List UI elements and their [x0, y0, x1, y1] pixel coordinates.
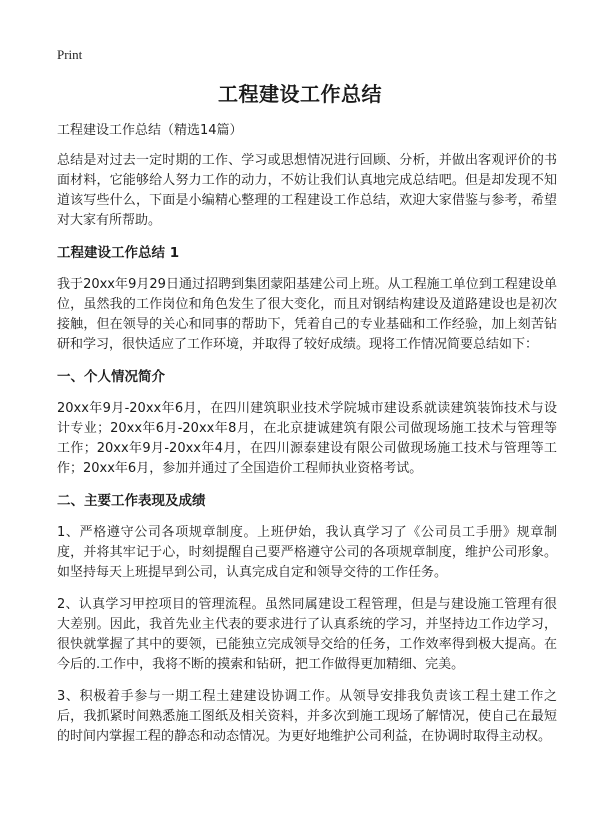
intro-paragraph: 总结是对过去一定时期的工作、学习或思想情况进行回顾、分析，并做出客观评价的书面材料，它能够给人努力工作的动力，不妨让我们认真地完成总结吧。但是却发现不知道该写些什么，下面是小编精心整理的工程建设工作总结，欢迎大家借鉴与参考，希望对大家有所帮助。	[57, 153, 557, 228]
performance-item-3: 3、积极着手参与一期工程土建建设协调工作。从领导安排我负责该工程土建工作之后，我抓紧时间熟悉施工图纸及相关资料，并多次到施工现场了解情况，使自己在最短的时间内掌握工程的静态和动态情况。为更好地维护公司利益，在协调时取得主动权。	[57, 689, 557, 744]
page-title: 工程建设工作总结	[218, 82, 382, 106]
heading-personal: 一、个人情况简介	[57, 369, 165, 385]
section-heading-1: 工程建设工作总结 1	[57, 245, 180, 261]
personal-paragraph: 20xx年9月-20xx年6月，在四川建筑职业技术学院城市建设系就读建筑装饰技术与设计专业；20xx年6月-20xx年8月，在北京捷诚建筑有限公司做现场施工技术与管理等工作；20xx年9月-20xx年4月，在四川源泰建设有限公司做现场施工技术与管理等工作；20xx年6月，参加并通过了全国造价工程师执业资格考试。	[57, 401, 557, 476]
performance-item-2: 2、认真学习甲控项目的管理流程。虽然同属建设工程管理，但是与建设施工管理有很大差别。因此，我首先业主代表的要求进行了认真系统的学习，并坚持边工作边学习，很快就掌握了其中的要领，已能独立完成领导交给的任务，工作效率得到极大提高。在今后的.工作中，我将不断的摸索和钻研，把工作做得更加精细、完美。	[57, 597, 557, 672]
section1-paragraph: 我于20xx年9月29日通过招聘到集团蒙阳基建公司上班。从工程施工单位到工程建设单位，虽然我的工作岗位和角色发生了很大变化，而且对钢结构建设及道路建设也是初次接触，但在领导的关心和同事的帮助下，凭着自己的专业基础和工作经验，加上刻苦钻研和学习，很快适应了工作环境，并取得了较好成绩。现将工作情况简要总结如下：	[57, 277, 557, 352]
performance-item-1: 1、严格遵守公司各项规章制度。上班伊始，我认真学习了《公司员工手册》规章制度，并将其牢记于心，时刻提醒自己要严格遵守公司的各项规章制度，维护公司形象。如坚持每天上班提早到公司，认真完成自定和领导交待的工作任务。	[57, 525, 557, 580]
print-link[interactable]: Print	[57, 47, 83, 62]
subtitle: 工程建设工作总结（精选14篇）	[57, 123, 243, 138]
heading-performance: 二、主要工作表现及成绩	[57, 493, 206, 509]
article-body	[57, 121, 557, 759]
